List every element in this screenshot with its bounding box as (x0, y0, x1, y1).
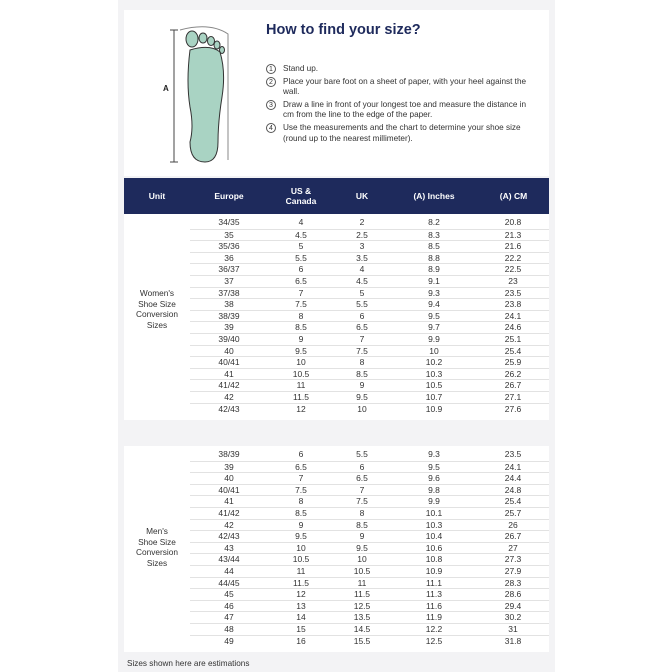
table-cell: 11.3 (426, 589, 442, 600)
table-cell: 9 (359, 380, 365, 391)
table-row (190, 507, 549, 518)
table-cell: 9 (298, 519, 304, 530)
table-cell: 41/42 (218, 380, 240, 391)
table-cell: 10.8 (425, 554, 443, 565)
table-cell: 10.5 (292, 368, 310, 379)
table-cell: 10 (296, 542, 306, 553)
step-number-icon: 2 (266, 77, 276, 87)
table-cell: 11.6 (426, 600, 442, 611)
table-cell: 44 (224, 566, 234, 576)
step-text: Draw a line in front of your longest toe and measure the distance in cm from the line to the edge of the paper. (283, 99, 527, 120)
table-cell: 42/43 (218, 403, 240, 414)
step-number-icon: 4 (266, 123, 276, 133)
table-cell: 7 (359, 334, 365, 344)
table-cell: 10.9 (425, 566, 443, 576)
women-unit-label: Women's Shoe Size Conversion Sizes (136, 288, 178, 330)
table-cell: 6 (359, 461, 365, 472)
table-cell: 38/39 (218, 449, 240, 459)
table-cell: 10.3 (425, 519, 443, 530)
table-cell: 23.5 (504, 449, 522, 459)
table-cell: 8.5 (356, 519, 368, 530)
table-row (190, 287, 549, 298)
table-cell: 2 (359, 217, 365, 227)
col-inches: (A) Inches (413, 191, 455, 201)
table-cell: 8.5 (356, 368, 368, 379)
table-cell: 25.4 (504, 496, 522, 507)
table-cell: 10.7 (425, 392, 443, 402)
table-cell: 27 (508, 542, 518, 553)
table-cell: 4.5 (295, 229, 307, 240)
table-cell: 9.5 (295, 531, 307, 542)
step-text: Stand up. (283, 64, 319, 73)
table-cell: 6.5 (295, 276, 307, 286)
table-row (190, 263, 549, 274)
table-cell: 8 (298, 310, 304, 321)
table-cell: 41 (224, 368, 234, 379)
table-cell: 12.5 (353, 600, 371, 611)
table-cell: 4 (298, 217, 304, 227)
table-cell: 10.1 (425, 508, 443, 518)
table-cell: 6.5 (356, 473, 368, 484)
table-cell: 49 (224, 635, 234, 646)
table-cell: 8.5 (428, 241, 440, 252)
table-cell: 10 (429, 345, 439, 356)
table-cell: 43/44 (218, 554, 240, 565)
table-cell: 10.3 (425, 368, 443, 379)
table-cell: 6 (298, 449, 304, 459)
col-unit: Unit (148, 191, 166, 201)
table-cell: 8.2 (428, 217, 440, 227)
table-cell: 9.5 (428, 461, 440, 472)
table-cell: 9.5 (428, 310, 440, 321)
table-cell: 41/42 (218, 508, 240, 518)
table-row (190, 588, 549, 599)
table-cell: 35 (224, 229, 234, 240)
instruction-step (266, 100, 534, 121)
table-cell: 31 (508, 624, 518, 634)
table-cell: 12.2 (425, 624, 443, 634)
table-cell: 40/41 (218, 484, 240, 495)
table-cell: 41 (224, 496, 234, 507)
table-cell: 25.9 (504, 357, 522, 368)
table-cell: 10 (296, 357, 306, 368)
table-cell: 24.1 (504, 461, 522, 472)
table-cell: 11 (296, 380, 306, 391)
table-cell: 11.5 (354, 589, 370, 600)
table-row (190, 275, 549, 286)
table-header (124, 178, 549, 214)
table-cell: 44/45 (218, 577, 240, 588)
table-row (190, 495, 549, 506)
table-cell: 10.9 (425, 403, 443, 414)
step-text: Use the measurements and the chart to determine your shoe size (round up to the nearest millimeter). (283, 122, 521, 143)
table-cell: 6 (298, 264, 304, 275)
table-cell: 25.4 (504, 345, 522, 356)
table-cell: 11.5 (293, 577, 309, 588)
table-cell: 7.5 (295, 299, 307, 310)
table-cell: 9.5 (356, 542, 368, 553)
table-row (190, 530, 549, 541)
table-cell: 5.5 (295, 252, 307, 263)
table-cell: 7 (359, 484, 365, 495)
section-spacer (124, 420, 549, 446)
table-cell: 26.2 (504, 368, 522, 379)
table-cell: 5.5 (356, 299, 368, 310)
table-cell: 9.7 (428, 322, 440, 333)
table-cell: 37 (224, 276, 234, 286)
table-cell: 28.6 (504, 589, 522, 600)
table-cell: 21.3 (504, 229, 522, 240)
table-cell: 15.5 (353, 635, 371, 646)
table-cell: 42 (224, 392, 234, 402)
table-cell: 10.5 (353, 566, 371, 576)
table-cell: 3 (359, 241, 365, 252)
table-row (190, 321, 549, 332)
table-cell: 9.4 (428, 299, 440, 310)
table-cell: 7.5 (295, 484, 307, 495)
table-cell: 14 (296, 612, 306, 623)
table-cell: 23.5 (504, 287, 522, 298)
table-row (190, 345, 549, 356)
table-cell: 6.5 (295, 461, 307, 472)
table-cell: 34/35 (218, 217, 240, 227)
table-cell: 9.6 (428, 473, 440, 484)
table-cell: 8.5 (295, 508, 307, 518)
table-cell: 21.6 (504, 241, 522, 252)
table-cell: 7 (298, 473, 304, 484)
table-cell: 39/40 (218, 334, 240, 344)
table-cell: 24.4 (504, 473, 522, 484)
table-cell: 48 (224, 624, 234, 634)
table-cell: 24.1 (504, 310, 522, 321)
table-cell: 9.9 (428, 496, 440, 507)
table-cell: 8.3 (428, 229, 440, 240)
table-cell: 40 (224, 473, 234, 484)
table-cell: 9 (359, 531, 365, 542)
instruction-steps (266, 64, 534, 146)
table-cell: 8 (359, 508, 365, 518)
table-cell: 10.2 (425, 357, 443, 368)
table-row (190, 565, 549, 576)
table-cell: 42 (224, 519, 234, 530)
table-cell: 20.8 (504, 217, 522, 227)
foot-measurement-icon (160, 22, 240, 167)
table-row (190, 542, 549, 553)
table-cell: 9.1 (428, 276, 440, 286)
table-cell: 10.4 (425, 531, 443, 542)
table-cell: 36 (224, 252, 234, 263)
table-cell: 16 (296, 635, 306, 646)
instruction-step (266, 77, 534, 98)
table-row (190, 577, 549, 588)
table-cell: 28.3 (504, 577, 522, 588)
table-cell: 8.9 (428, 264, 440, 275)
table-cell: 14.5 (353, 624, 371, 634)
table-cell: 11.9 (426, 612, 442, 623)
table-row (190, 484, 549, 495)
table-row (190, 356, 549, 367)
instruction-step (266, 123, 534, 144)
table-row (190, 310, 549, 321)
table-row (190, 461, 549, 472)
table-cell: 40 (224, 345, 234, 356)
table-row (190, 229, 549, 240)
table-cell: 6.5 (356, 322, 368, 333)
table-cell: 7.5 (356, 345, 368, 356)
table-row (190, 553, 549, 564)
table-row (190, 368, 549, 379)
table-cell: 10.5 (425, 380, 443, 391)
table-cell: 15 (296, 624, 306, 634)
table-cell: 38 (224, 299, 234, 310)
men-size-section (124, 446, 549, 652)
table-cell: 9.5 (295, 345, 307, 356)
table-cell: 5 (359, 287, 365, 298)
table-cell: 27.9 (504, 566, 522, 576)
table-cell: 5 (298, 241, 304, 252)
table-cell: 47 (224, 612, 234, 623)
table-cell: 4.5 (356, 276, 368, 286)
table-cell: 26.7 (504, 531, 522, 542)
table-cell: 9.3 (428, 287, 440, 298)
table-cell: 40/41 (218, 357, 240, 368)
table-cell: 27.1 (504, 392, 522, 402)
table-row (190, 635, 549, 646)
instruction-step (266, 64, 534, 75)
table-cell: 13 (296, 600, 306, 611)
table-cell: 10 (357, 554, 367, 565)
table-cell: 25.7 (504, 508, 522, 518)
table-cell: 3.5 (356, 252, 368, 263)
table-cell: 7.5 (356, 496, 368, 507)
table-cell: 26.7 (504, 380, 522, 391)
table-row (190, 298, 549, 309)
table-cell: 39 (224, 322, 234, 333)
table-cell: 8.8 (428, 252, 440, 263)
table-cell: 4 (359, 264, 365, 275)
table-row (190, 240, 549, 251)
table-cell: 10 (357, 403, 367, 414)
table-row (190, 403, 549, 414)
table-cell: 46 (224, 600, 234, 611)
table-cell: 7 (298, 287, 304, 298)
table-row (190, 333, 549, 344)
table-cell: 2.5 (356, 229, 368, 240)
table-cell: 24.6 (504, 322, 522, 333)
table-cell: 30.2 (504, 612, 522, 623)
table-row (190, 623, 549, 634)
col-cm: (A) CM (499, 191, 528, 201)
table-cell: 23 (508, 276, 518, 286)
table-row (190, 391, 549, 402)
page-title: How to find your size? (266, 22, 421, 38)
table-cell: 31.8 (504, 635, 522, 646)
table-cell: 22.5 (504, 264, 522, 275)
table-cell: 10.6 (425, 542, 443, 553)
table-cell: 11 (296, 566, 306, 576)
table-cell: 8 (359, 357, 365, 368)
table-cell: 12 (296, 589, 306, 600)
table-cell: 9.8 (428, 484, 440, 495)
table-cell: 26 (508, 519, 518, 530)
table-cell: 11 (357, 577, 367, 588)
table-cell: 37/38 (218, 287, 240, 298)
table-cell: 39 (224, 461, 234, 472)
table-cell: 24.8 (504, 484, 522, 495)
table-cell: 10.5 (292, 554, 310, 565)
table-cell: 35/36 (218, 241, 240, 252)
table-cell: 8.5 (295, 322, 307, 333)
table-cell: 6 (359, 310, 365, 321)
table-cell: 9.5 (356, 392, 368, 402)
table-row (190, 379, 549, 390)
table-cell: 11.1 (426, 577, 442, 588)
foot-label-a: A (163, 84, 169, 93)
table-cell: 36/37 (218, 264, 240, 275)
table-row (190, 519, 549, 530)
table-cell: 11.5 (293, 392, 309, 402)
col-us-canada: US & Canada (285, 186, 317, 206)
table-cell: 9 (298, 334, 304, 344)
table-cell: 45 (224, 589, 234, 600)
table-cell: 12.5 (425, 635, 443, 646)
table-cell: 13.5 (353, 612, 371, 623)
table-cell: 27.6 (504, 403, 522, 414)
table-cell: 12 (296, 403, 306, 414)
table-row (190, 217, 549, 228)
table-cell: 23.8 (504, 299, 522, 310)
table-row (190, 611, 549, 622)
step-number-icon: 3 (266, 100, 276, 110)
table-cell: 8 (298, 496, 304, 507)
table-cell: 29.4 (504, 600, 522, 611)
col-europe: Europe (214, 191, 244, 201)
step-number-icon: 1 (266, 64, 276, 74)
men-unit-label: Men's Shoe Size Conversion Sizes (136, 526, 178, 568)
table-cell: 9.9 (428, 334, 440, 344)
table-row (190, 449, 549, 460)
table-cell: 9.3 (428, 449, 440, 459)
footnote: Sizes shown here are estimations (127, 659, 250, 668)
col-uk: UK (355, 191, 369, 201)
table-row (190, 600, 549, 611)
table-cell: 27.3 (504, 554, 522, 565)
table-cell: 22.2 (504, 252, 522, 263)
table-row (190, 472, 549, 483)
table-cell: 38/39 (218, 310, 240, 321)
table-cell: 43 (224, 542, 234, 553)
women-size-section (124, 214, 549, 420)
table-cell: 25.1 (504, 334, 522, 344)
step-text: Place your bare foot on a sheet of paper, with your heel against the wall. (283, 76, 527, 97)
table-row (190, 252, 549, 263)
table-cell: 5.5 (356, 449, 368, 459)
table-cell: 42/43 (218, 531, 240, 542)
